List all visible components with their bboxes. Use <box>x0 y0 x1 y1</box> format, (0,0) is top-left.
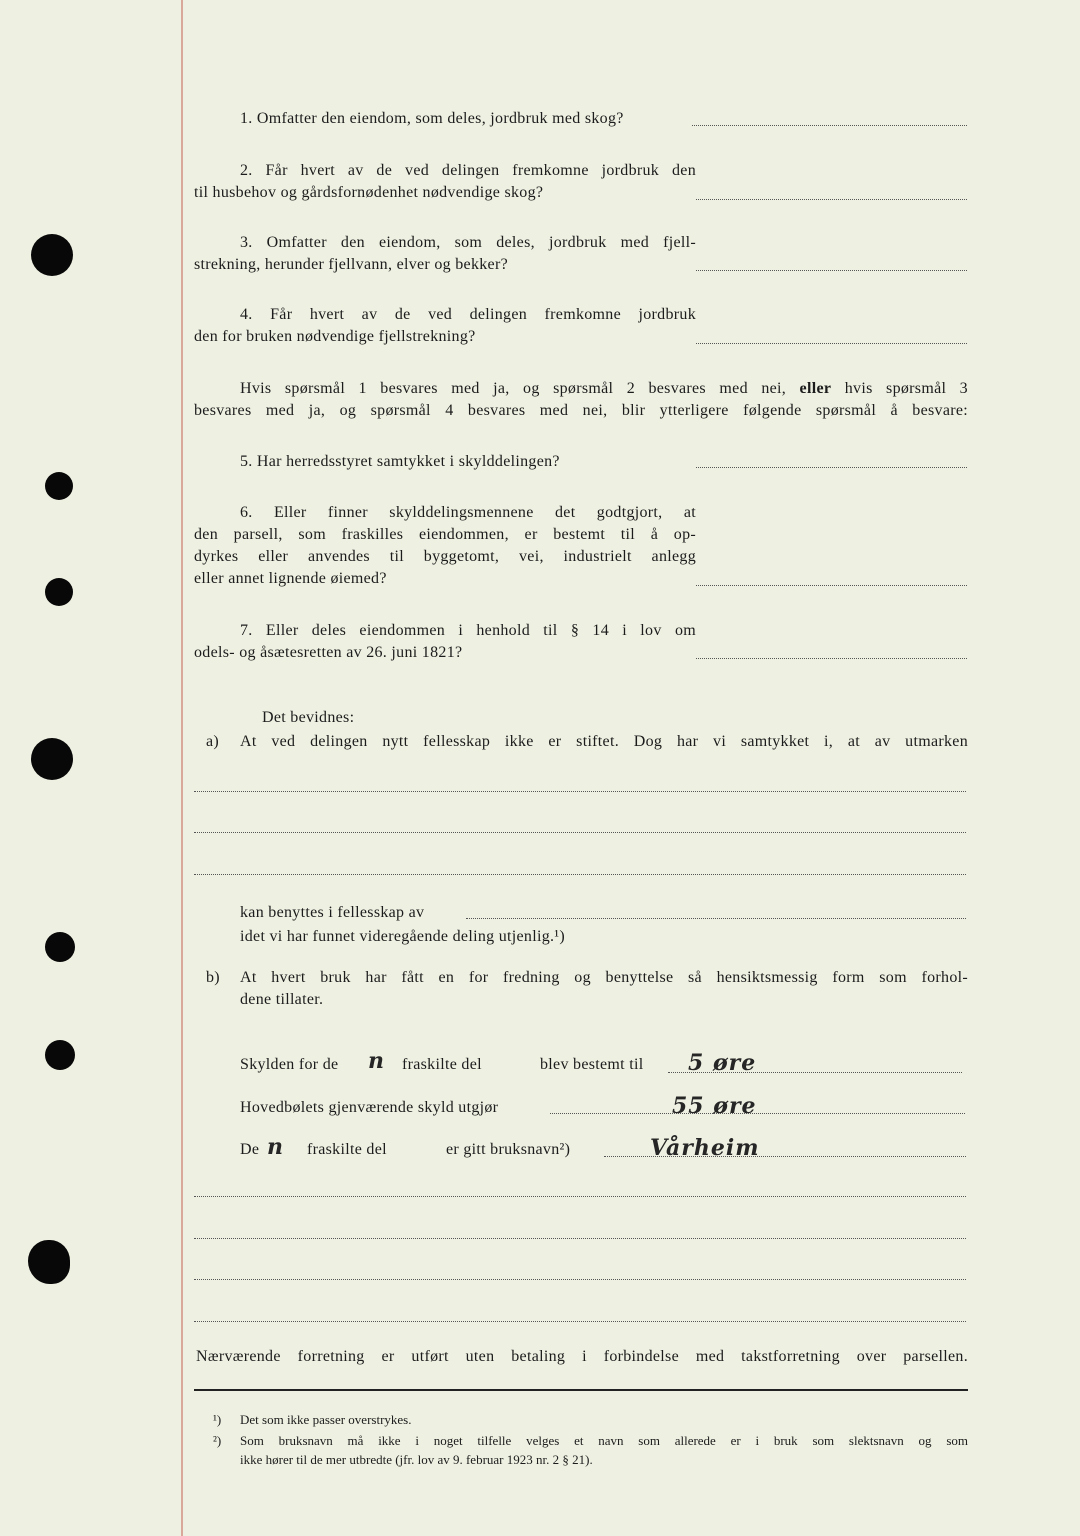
question-3-line-2: strekning, herunder fjellvann, elver og bekker? <box>194 256 508 273</box>
question-6-line-2: den parsell, som fraskilles eiendommen, er bestemt til å op- <box>194 526 696 543</box>
footnote-2-mark: ²) <box>213 1433 222 1448</box>
answer-line-4 <box>696 343 967 344</box>
footnote-2-line-1: Som bruksnavn må ikke i noget tilfelle velges et navn som allerede er i bruk som slektsnavn og som <box>240 1433 968 1448</box>
question-2-line-2: til husbehov og gårdsfornødenhet nødvendige skog? <box>194 184 544 201</box>
margin-line <box>181 0 183 1536</box>
attest-b-label: b) <box>206 969 220 986</box>
blank-line <box>194 1238 966 1239</box>
question-2-line-1: 2. Får hvert av de ved delingen fremkomne jordbruk den <box>240 162 696 179</box>
blank-line <box>194 1321 966 1322</box>
answer-line-5 <box>696 467 967 468</box>
hovedbol-label: Hovedbølets gjenværende skyld utgjør <box>240 1099 499 1116</box>
blank-line <box>194 832 966 833</box>
condition-text-b: hvis spørsmål 3 <box>844 380 968 397</box>
skyld-label-b: fraskilte del <box>402 1056 482 1073</box>
fellesskap-answer-line <box>466 918 966 919</box>
skyld-label-c: blev bestemt til <box>540 1056 644 1073</box>
question-1: 1. Omfatter den eiendom, som deles, jordbruk med skog? <box>240 110 624 127</box>
condition-text-a: Hvis spørsmål 1 besvares med ja, og spørsmål 2 besvares med nei, <box>240 380 787 397</box>
attest-b-line-2: dene tillater. <box>240 991 324 1008</box>
blank-line <box>194 1196 966 1197</box>
hovedbol-value-line <box>550 1113 965 1114</box>
punch-hole <box>31 234 73 276</box>
question-4-line-1: 4. Får hvert av de ved delingen fremkomne jordbruk <box>240 306 696 323</box>
bruksnavn-handwritten-n: n <box>267 1134 284 1160</box>
closing-statement: Nærværende forretning er utført uten betaling i forbindelse med takstforretning over parsellen. <box>196 1348 968 1365</box>
punch-hole <box>45 1040 75 1070</box>
answer-line-2 <box>696 199 967 200</box>
condition-line-2: besvares med ja, og spørsmål 4 besvares med nei, blir ytterligere følgende spørsmål å besvare: <box>194 402 968 419</box>
question-5: 5. Har herredsstyret samtykket i skylddelingen? <box>240 453 560 470</box>
answer-line-3 <box>696 270 967 271</box>
attest-a-label: a) <box>206 733 220 750</box>
fellesskap-line-1: kan benyttes i fellesskap av <box>240 904 425 921</box>
answer-line-6 <box>696 585 967 586</box>
punch-hole <box>45 932 75 962</box>
bruksnavn-label-c: er gitt bruksnavn²) <box>446 1141 571 1158</box>
bruksnavn-value: Vårheim <box>650 1135 760 1161</box>
fellesskap-line-2: idet vi har funnet videregående deling utjenlig.¹) <box>240 928 566 945</box>
condition-line-1 <box>240 378 968 400</box>
punch-hole <box>45 472 73 500</box>
skyld-handwritten-n: n <box>368 1048 385 1074</box>
answer-line-1 <box>692 125 967 126</box>
question-6-line-1: 6. Eller finner skylddelingsmennene det godtgjort, at <box>240 504 696 521</box>
question-3-line-1: 3. Omfatter den eiendom, som deles, jordbruk med fjell- <box>240 234 696 251</box>
question-4-line-2: den for bruken nødvendige fjellstrekning? <box>194 328 476 345</box>
attest-b-line-1: At hvert bruk har fått en for fredning og benyttelse så hensiktsmessig form som forhol- <box>240 969 968 986</box>
bruksnavn-label-b: fraskilte del <box>307 1141 387 1158</box>
punch-hole <box>45 578 73 606</box>
footnote-1: Det som ikke passer overstrykes. <box>240 1412 412 1427</box>
punch-hole <box>31 738 73 780</box>
blank-line <box>194 874 966 875</box>
footnote-2-line-2: ikke hører til de mer utbredte (jfr. lov av 9. februar 1923 nr. 2 § 21). <box>240 1452 593 1467</box>
question-7-line-1: 7. Eller deles eiendommen i henhold til § 14 i lov om <box>240 622 696 639</box>
answer-line-7 <box>696 658 967 659</box>
skyld-label-a: Skylden for de <box>240 1056 339 1073</box>
question-6-line-4: eller annet lignende øiemed? <box>194 570 387 587</box>
question-6-line-3: dyrkes eller anvendes til byggetomt, vei, industrielt anlegg <box>194 548 696 565</box>
blank-line <box>194 791 966 792</box>
footnote-1-mark: ¹) <box>213 1412 222 1427</box>
footnote-rule <box>194 1389 968 1391</box>
condition-bold-eller: eller <box>799 380 832 397</box>
hovedbol-value: 55 øre <box>672 1093 757 1119</box>
bruksnavn-label-a: De <box>240 1141 260 1158</box>
question-7-line-2: odels- og åsætesretten av 26. juni 1821? <box>194 644 463 661</box>
attest-heading: Det bevidnes: <box>262 709 355 726</box>
skyld-value: 5 øre <box>688 1050 757 1076</box>
attest-a-text: At ved delingen nytt fellesskap ikke er stiftet. Dog har vi samtykket i, at av utmarken <box>240 733 968 750</box>
punch-hole <box>28 1240 70 1284</box>
blank-line <box>194 1279 966 1280</box>
